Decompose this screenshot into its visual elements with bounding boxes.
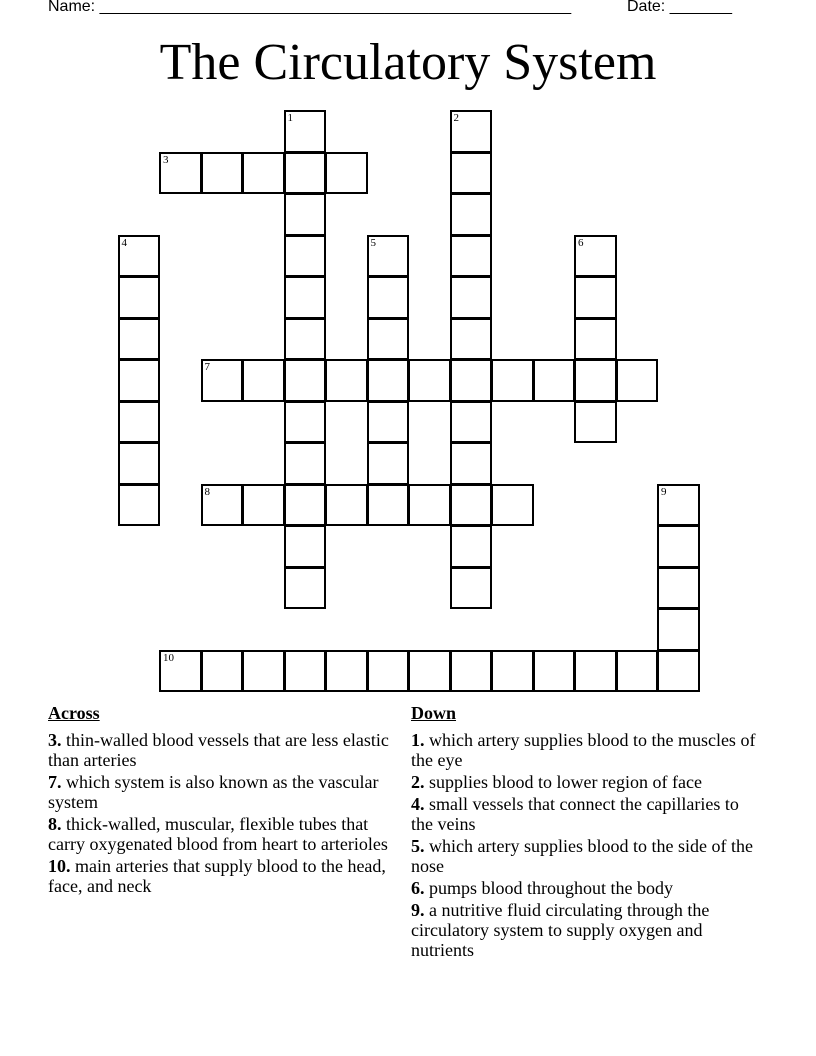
grid-cell[interactable] [408, 484, 451, 527]
name-field[interactable]: Name: _____________________________________________________ [48, 0, 572, 15]
grid-cell[interactable] [201, 484, 244, 527]
grid-cell[interactable] [284, 193, 327, 236]
grid-cell[interactable] [284, 525, 327, 568]
clue-text: a nutritive fluid circulating through the circulatory system to supply oxygen and nutrients [411, 900, 710, 960]
grid-cell[interactable] [450, 193, 493, 236]
grid-cell[interactable] [574, 318, 617, 361]
clue-number: 6. [411, 878, 425, 898]
grid-cell[interactable] [201, 359, 244, 402]
grid-cell[interactable] [491, 484, 534, 527]
clue-number: 4 [121, 236, 127, 249]
grid-cell[interactable] [325, 152, 368, 195]
clue-number: 2. [411, 772, 425, 792]
grid-cell[interactable] [118, 318, 161, 361]
grid-cell[interactable] [657, 567, 700, 610]
clue-number: 9 [661, 485, 667, 498]
down-clue [411, 730, 756, 770]
down-clues [411, 702, 756, 962]
grid-cell[interactable] [284, 152, 327, 195]
clue-number: 1 [287, 112, 293, 124]
grid-cell[interactable] [367, 650, 410, 693]
across-clue [48, 772, 398, 812]
grid-cell[interactable] [118, 442, 161, 485]
down-clue [411, 878, 756, 898]
grid-cell[interactable] [367, 276, 410, 319]
clue-number: 9. [411, 900, 425, 920]
across-clue [48, 730, 398, 770]
grid-cell[interactable] [284, 650, 327, 693]
clue-number: 5. [411, 836, 425, 856]
clue-number: 10 [163, 651, 174, 664]
grid-cell[interactable] [616, 359, 659, 402]
grid-cell[interactable] [242, 650, 285, 693]
clue-text: which artery supplies blood to the side of the nose [411, 836, 753, 876]
grid-cell[interactable] [118, 235, 161, 278]
grid-cell[interactable] [201, 152, 244, 195]
clue-text: thin-walled blood vessels that are less elastic than arteries [48, 730, 389, 770]
grid-cell[interactable] [325, 650, 368, 693]
down-clue [411, 900, 756, 960]
down-clue [411, 772, 756, 792]
grid-cell[interactable] [284, 484, 327, 527]
grid-cell[interactable] [284, 442, 327, 485]
grid-cell[interactable] [574, 276, 617, 319]
down-clue [411, 836, 756, 876]
across-heading: Across [48, 703, 100, 723]
grid-cell[interactable] [284, 359, 327, 402]
grid-cell[interactable] [284, 401, 327, 444]
grid-cell[interactable] [284, 235, 327, 278]
clue-number: 6 [578, 236, 584, 249]
grid-cell[interactable] [284, 276, 327, 319]
grid-cell[interactable] [491, 359, 534, 402]
grid-cell[interactable] [367, 235, 410, 278]
grid-cell[interactable] [325, 359, 368, 402]
clue-number: 5 [370, 236, 376, 249]
clue-number: 7 [204, 361, 210, 373]
grid-cell[interactable] [284, 567, 327, 610]
grid-cell[interactable] [450, 318, 493, 361]
grid-cell[interactable] [450, 276, 493, 319]
grid-cell[interactable] [533, 359, 576, 402]
grid-cell[interactable] [657, 608, 700, 651]
across-clue [48, 856, 398, 896]
grid-cell[interactable] [367, 401, 410, 444]
grid-cell[interactable] [574, 401, 617, 444]
grid-cell[interactable] [533, 650, 576, 693]
clue-number: 7. [48, 772, 62, 792]
across-clues [48, 702, 398, 898]
grid-cell[interactable] [574, 359, 617, 402]
clue-text: thick-walled, muscular, flexible tubes that carry oxygenated blood from heart to arterioles [48, 814, 388, 854]
grid-cell[interactable] [450, 567, 493, 610]
clue-number: 10. [48, 856, 71, 876]
grid-cell[interactable] [242, 359, 285, 402]
grid-cell[interactable] [242, 152, 285, 195]
grid-cell[interactable] [118, 276, 161, 319]
grid-cell[interactable] [657, 525, 700, 568]
grid-cell[interactable] [450, 650, 493, 693]
grid-cell[interactable] [450, 359, 493, 402]
grid-cell[interactable] [325, 484, 368, 527]
date-field[interactable]: Date: _______ [627, 0, 732, 15]
clue-number: 4. [411, 794, 425, 814]
grid-cell[interactable] [450, 110, 493, 153]
down-clue [411, 794, 756, 834]
grid-cell[interactable] [450, 235, 493, 278]
grid-cell[interactable] [574, 650, 617, 693]
grid-cell[interactable] [242, 484, 285, 527]
grid-cell[interactable] [450, 484, 493, 527]
clue-text: small vessels that connect the capillaries to the veins [411, 794, 739, 834]
grid-cell[interactable] [367, 484, 410, 527]
grid-cell[interactable] [574, 235, 617, 278]
grid-cell[interactable] [657, 484, 700, 527]
clue-number: 3. [48, 730, 62, 750]
clue-number: 1. [411, 730, 425, 750]
grid-cell[interactable] [616, 650, 659, 693]
clue-text: which system is also known as the vascular system [48, 772, 379, 812]
grid-cell[interactable] [491, 650, 534, 693]
page-title: The Circulatory System [159, 34, 657, 91]
clue-number: 8 [204, 485, 210, 498]
grid-cell[interactable] [284, 110, 327, 153]
grid-cell[interactable] [367, 442, 410, 485]
grid-cell[interactable] [450, 401, 493, 444]
grid-cell[interactable] [159, 650, 202, 693]
grid-cell[interactable] [367, 318, 410, 361]
across-clue [48, 814, 398, 854]
grid-cell[interactable] [450, 525, 493, 568]
clue-number: 8. [48, 814, 62, 834]
grid-cell[interactable] [118, 359, 161, 402]
down-heading: Down [411, 703, 457, 723]
grid-cell[interactable] [408, 650, 451, 693]
grid-cell[interactable] [159, 152, 202, 195]
grid-cell[interactable] [657, 650, 700, 693]
clue-text: main arteries that supply blood to the head, face, and neck [48, 856, 386, 896]
grid-cell[interactable] [118, 401, 161, 444]
grid-cell[interactable] [450, 442, 493, 485]
grid-cell[interactable] [408, 359, 451, 402]
grid-cell[interactable] [284, 318, 327, 361]
down-clue-list [411, 730, 756, 960]
grid-cell[interactable] [450, 152, 493, 195]
clue-text: supplies blood to lower region of face [424, 772, 702, 792]
clue-number: 3 [163, 153, 169, 166]
clue-text: which artery supplies blood to the muscles of the eye [411, 730, 756, 770]
across-clue-list [48, 730, 398, 896]
grid-cell[interactable] [367, 359, 410, 402]
grid-cell[interactable] [118, 484, 161, 527]
clue-text: pumps blood throughout the body [424, 878, 673, 898]
clue-number: 2 [453, 112, 459, 124]
grid-cell[interactable] [201, 650, 244, 693]
